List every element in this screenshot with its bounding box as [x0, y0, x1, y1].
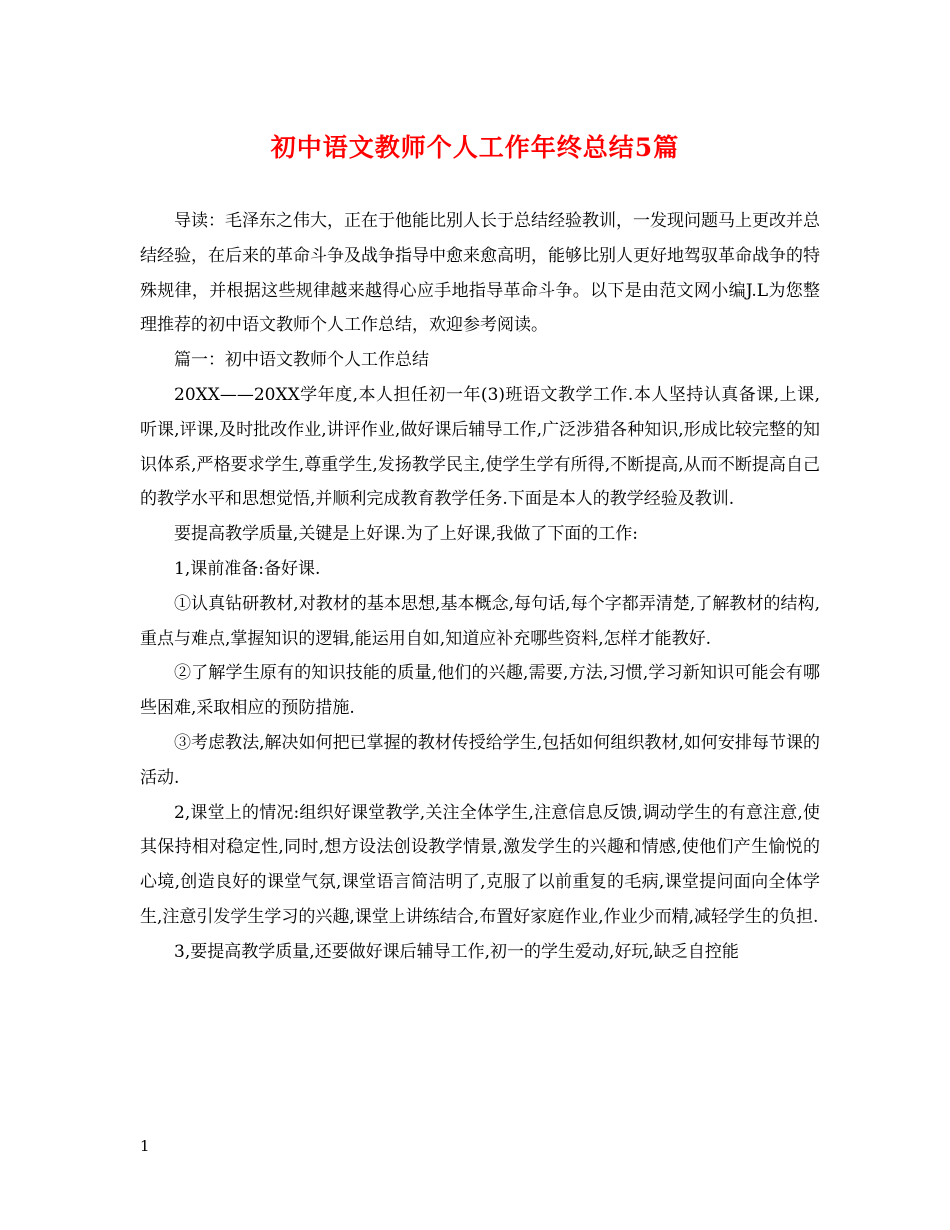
intro-paragraph: 导读：毛泽东之伟大，正在于他能比别人长于总结经验教训，一发现问题马上更改并总结经验，在后来的革命斗争及战争指导中愈来愈高明，能够比别人更好地驾驭革命战争的特殊规律，并根据这些规律越来越得心应手地指导革命斗争。以下是由范文网小编J.L为您整理推荐的初中语文教师个人工作总结，欢迎参考阅读。: [140, 211, 820, 336]
section-heading: 篇一：初中语文教师个人工作总结: [174, 350, 429, 371]
body-paragraph: 3,要提高教学质量,还要做好课后辅导工作,初一的学生爱动,好玩,缺乏自控能: [174, 941, 739, 962]
list-item: ②了解学生原有的知识技能的质量,他们的兴趣,需要,方法,习惯,学习新知识可能会有哪些困难,采取相应的预防措施.: [140, 663, 820, 719]
body-paragraph: 2,课堂上的情况:组织好课堂教学,关注全体学生,注意信息反馈,调动学生的有意注意,使其保持相对稳定性,同时,想方设法创设教学情景,激发学生的兴趣和情感,使他们产生愉悦的心境,创造良好的课堂气氛,课堂语言简洁明了,克服了以前重复的毛病,课堂提问面向全体学生,注意引发学生学习的兴趣,课堂上讲练结合,布置好家庭作业,作业少而精,减轻学生的负担.: [140, 802, 820, 927]
document-title: 初中语文教师个人工作年终总结5篇: [270, 133, 680, 162]
document-body: [140, 204, 820, 970]
list-item: ①认真钻研教材,对教材的基本思想,基本概念,每句话,每个字都弄清楚,了解教材的结构,重点与难点,掌握知识的逻辑,能运用自如,知道应补充哪些资料,怎样才能教好.: [140, 593, 820, 649]
body-paragraph: 要提高教学质量,关键是上好课.为了上好课,我做了下面的工作:: [174, 524, 638, 545]
body-paragraph: 20XX——20XX学年度,本人担任初一年(3)班语文教学工作.本人坚持认真备课,上课,听课,评课,及时批改作业,讲评作业,做好课后辅导工作,广泛涉猎各种知识,形成比较完整的知识体系,严格要求学生,尊重学生,发扬教学民主,使学生学有所得,不断提高,从而不断提高自己的教学水平和思想觉悟,并顺利完成教育教学任务.下面是本人的教学经验及教训.: [140, 384, 820, 510]
page-number: 1: [140, 1137, 150, 1155]
list-item: ③考虑教法,解决如何把已掌握的教材传授给学生,包括如何组织教材,如何安排每节课的活动.: [140, 732, 820, 788]
list-heading: 1,课前准备:备好课.: [174, 558, 321, 579]
